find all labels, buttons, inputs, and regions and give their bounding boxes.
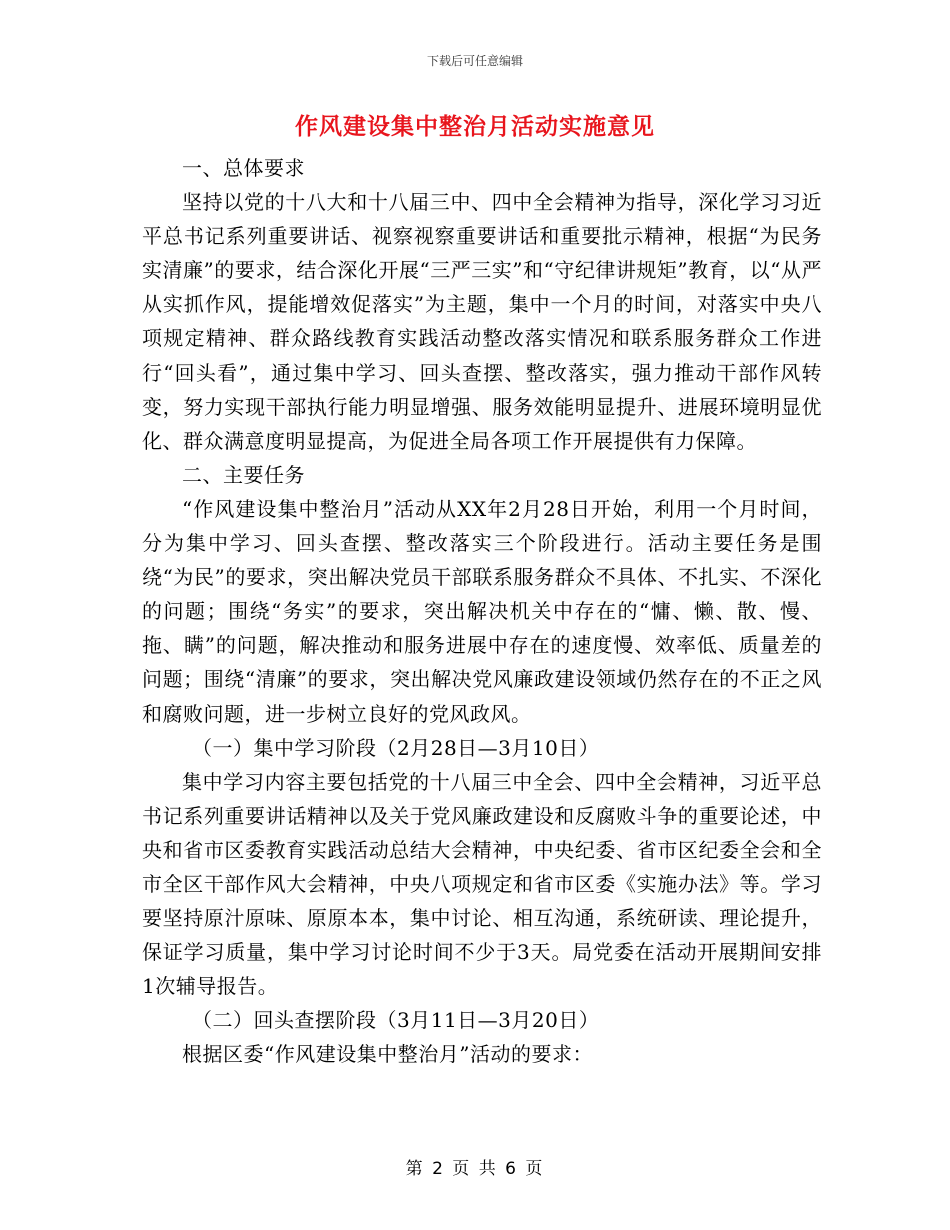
- paragraph-main-tasks: “作风建设集中整治月”活动从XX年2月28日开始，利用一个月时间，分为集中学习、回头查摆、整改落实三个阶段进行。活动主要任务是围绕“为民”的要求，突出解决党员干部联系服务群众不具体、不扎实、不深化的问题；围绕“务实”的要求，突出解决机关中存在的“慵、懒、散、慢、拖、瞒”的问题，解决推动和服务进展中存在的速度慢、效率低、质量差的问题；围绕“清廉”的要求，突出解决党风廉政建设领域仍然存在的不正之风和腐败问题，进一步树立良好的党风政风。: [142, 496, 822, 726]
- paragraph-review-phase: 根据区委“作风建设集中整治月”活动的要求：: [182, 1042, 593, 1067]
- section-heading-main-tasks: 二、主要任务: [182, 462, 305, 487]
- header-note: 下载后可任意编辑: [426, 54, 523, 68]
- page-number: 第 2 页 共 6 页: [405, 1159, 545, 1179]
- document-body: [142, 151, 822, 1072]
- subsection-heading-study-phase: （一）集中学习阶段（2月28日—3月10日）: [192, 735, 600, 760]
- paragraph-study-phase: 集中学习内容主要包括党的十八届三中全会、四中全会精神，习近平总书记系列重要讲话精神以及关于党风廉政建设和反腐败斗争的重要论述，中央和省市区委教育实践活动总结大会精神，中央纪委、省市区纪委全会和全市全区干部作风大会精神，中央八项规定和省市区委《实施办法》等。学习要坚持原汁原味、原原本本，集中讨论、相互沟通，系统研读、理论提升，保证学习质量，集中学习讨论时间不少于3天。局党委在活动开展期间安排1次辅导报告。: [142, 769, 822, 999]
- subsection-heading-review-phase: （二）回头查摆阶段（3月11日—3月20日）: [192, 1008, 600, 1033]
- section-heading-general-requirements: 一、总体要求: [182, 156, 305, 180]
- paragraph-general-requirements: 坚持以党的十八大和十八届三中、四中全会精神为指导，深化学习习近平总书记系列重要讲话、视察视察重要讲话和重要批示精神，根据“为民务实清廉”的要求，结合深化开展“三严三实”和“守纪律讲规矩”教育，以“从严从实抓作风，提能增效促落实”为主题，集中一个月的时间，对落实中央八项规定精神、群众路线教育实践活动整改落实情况和联系服务群众工作进行“回头看”，通过集中学习、回头查摆、整改落实，强力推动干部作风转变，努力实现干部执行能力明显增强、服务效能明显提升、进展环境明显优化、群众满意度明显提高，为促进全局各项工作开展提供有力保障。: [142, 190, 822, 453]
- document-title: 作风建设集中整治月活动实施意见: [295, 113, 655, 140]
